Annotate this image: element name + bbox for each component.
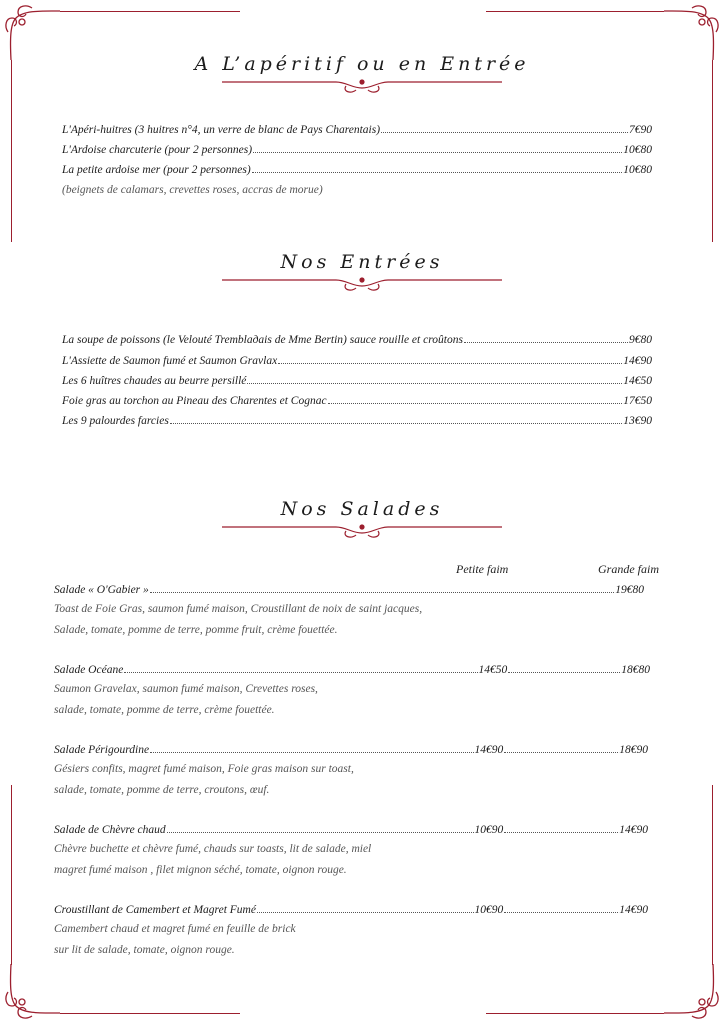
item-name: Les 6 huîtres chaudes au beurre persillé (62, 375, 247, 387)
salad-price-small: 14€90 (474, 744, 504, 756)
salad-price-small: 10€90 (474, 904, 504, 916)
item-name: Les 9 palourdes farcies (62, 415, 169, 427)
frame-bottom-right-line (486, 1013, 664, 1014)
corner-ornament-bottom-left (2, 962, 62, 1022)
item-name: L'Apéri-huitres (3 huitres n°4, un verre de blanc de Pays Charentais) (62, 124, 381, 136)
column-header-grande-faim: Grande faim (598, 562, 659, 576)
salad-price-small: 10€90 (474, 824, 504, 836)
leader-dots (504, 823, 618, 833)
leader-dots (170, 414, 622, 424)
leader-dots (247, 374, 622, 384)
menu-item (62, 123, 652, 137)
leader-dots (381, 123, 628, 133)
salad-name: Salade « O'Gabier » (54, 584, 149, 596)
divider-ornament (218, 74, 506, 96)
salad-description: Chèvre buchette et chèvre fumé, chauds sur toasts, lit de salade, miel (54, 843, 372, 855)
frame-left-bottom-line (11, 785, 12, 965)
salad-description: salade, tomate, pomme de terre, croutons, œuf. (54, 784, 270, 796)
leader-dots (124, 663, 477, 673)
frame-right-bottom-line (712, 785, 713, 965)
salad-name: Salade Périgourdine (54, 744, 150, 756)
salad-description: magret fumé maison , filet mignon séché, tomate, oignon rouge. (54, 864, 347, 876)
frame-top-left-line (60, 11, 240, 12)
salad-item (54, 823, 648, 837)
item-name: La petite ardoise mer (pour 2 personnes) (62, 164, 251, 176)
item-price: 17€50 (623, 395, 652, 407)
item-price: 10€80 (623, 164, 652, 176)
menu-item (62, 394, 652, 408)
item-price: 14€90 (623, 355, 652, 367)
salad-description: sur lit de salade, tomate, oignon rouge. (54, 944, 235, 956)
salad-price-small: 14€50 (478, 664, 508, 676)
menu-item (62, 143, 652, 157)
item-price: 13€90 (623, 415, 652, 427)
frame-left-top-line (11, 60, 12, 242)
salad-description: Camembert chaud et magret fumé en feuille de brick (54, 923, 296, 935)
frame-bottom-left-line (60, 1013, 240, 1014)
salad-price-large: 14€90 (619, 904, 648, 916)
column-header-petite-faim: Petite faim (456, 562, 509, 576)
divider-ornament (218, 272, 506, 294)
leader-dots (278, 354, 622, 364)
salad-description: Toast de Foie Gras, saumon fumé maison, Croustillant de noix de saint jacques, (54, 603, 423, 615)
salad-item (54, 743, 648, 757)
salad-description: Saumon Gravelax, saumon fumé maison, Crevettes roses, (54, 683, 318, 695)
salad-name: Salade de Chèvre chaud (54, 824, 166, 836)
corner-ornament-bottom-right (662, 962, 722, 1022)
item-name: L'Assiette de Saumon fumé et Saumon Gravlax (62, 355, 278, 367)
leader-dots (252, 163, 623, 173)
item-price: 14€50 (623, 375, 652, 387)
divider-ornament (218, 519, 506, 541)
leader-dots (167, 823, 474, 833)
salad-item (54, 583, 644, 597)
leader-dots (150, 743, 473, 753)
salad-description: Salade, tomate, pomme de terre, pomme fruit, crème fouettée. (54, 624, 338, 636)
leader-dots (328, 394, 623, 404)
frame-top-right-line (486, 11, 664, 12)
salad-price-large: 19€80 (615, 584, 644, 596)
leader-dots (504, 743, 618, 753)
section-title-salades: Nos Salades (280, 498, 444, 520)
item-price: 10€80 (623, 144, 652, 156)
salad-name: Salade Océane (54, 664, 124, 676)
salad-item (54, 663, 650, 677)
menu-item (62, 354, 652, 368)
menu-item (62, 374, 652, 388)
salad-price-large: 14€90 (619, 824, 648, 836)
item-name: Foie gras au torchon au Pineau des Charentes et Cognac (62, 395, 327, 407)
menu-item (62, 333, 652, 347)
salad-name: Croustillant de Camembert et Magret Fumé (54, 904, 256, 916)
salad-price-large: 18€90 (619, 744, 648, 756)
salad-price-large: 18€80 (621, 664, 650, 676)
frame-right-top-line (712, 60, 713, 242)
leader-dots (253, 143, 622, 153)
salad-item (54, 903, 648, 917)
leader-dots (257, 903, 474, 913)
leader-dots (504, 903, 618, 913)
leader-dots (508, 663, 620, 673)
salad-description: Gésiers confits, magret fumé maison, Foie gras maison sur toast, (54, 763, 354, 775)
section-title-aperitif: A L’apéritif ou en Entrée (194, 53, 530, 75)
salad-description: salade, tomate, pomme de terre, crème fouettée. (54, 704, 275, 716)
menu-item (62, 414, 652, 428)
menu-item (62, 163, 652, 177)
item-name: L'Ardoise charcuterie (pour 2 personnes) (62, 144, 253, 156)
item-note: (beignets de calamars, crevettes roses, accras de morue) (62, 184, 323, 196)
item-price: 7€90 (629, 124, 652, 136)
section-title-entrees: Nos Entrées (280, 251, 444, 273)
leader-dots (464, 333, 628, 343)
leader-dots (150, 583, 614, 593)
item-name: La soupe de poissons (le Velouté Tremblадais de Mme Bertin) sauce rouille et croûtons (62, 334, 463, 346)
item-price: 9€80 (629, 334, 652, 346)
